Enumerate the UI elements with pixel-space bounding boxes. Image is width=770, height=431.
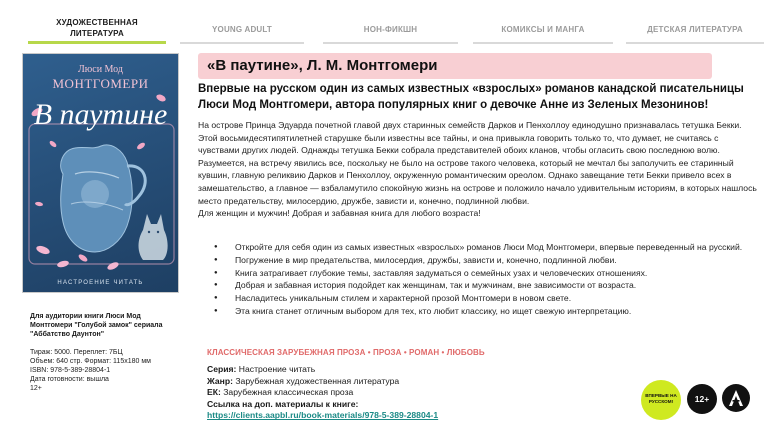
meta-genre [207,376,627,388]
description-paragraph: На острове Принца Эдуарда почетной главой двух старинных семейств Дарков и Пенхоллоу единодушно признавалась тетушка Бекки. Этой восьмидесятипятилетней старушке были известны все тайны, и она привыкла говорить только то, что думает, не считаясь с чувствами других людей. Однажды тетушка Бекки собрала представителей обоих кланов, чтобы огласить свою последнюю волю. Разумеется, на встречу явились все, поскольку не было на острове такого человека, который не мечтал бы заполучить ее старинный кувшин, главную реликвию Дарков и Пенхоллоу, окруженную романтическим ореолом. Однако завещание тети Бекки привело всех в замешательство, а главное — взбаламутило спокойную жизнь на острове и положило начало удивительным историям, в которых нашлось место предательству, милосердию, дружбе, зависти и, конечно, подлинной любви. [198,120,757,206]
cover-author-first: Люси Мод [78,64,123,75]
tab-underline [473,42,613,44]
spec-isbn: ISBN: 978-5-389-28804-1 [30,367,111,374]
audience-note: Для аудитории книги Люси Мод Монтгомери "Голубой замок" сериала "Аббатство Даунтон" [30,313,163,338]
tab-underline [323,42,458,44]
lead-text: Впервые на русском один из самых известных «взрослых» романов канадской писательницы Люси Мод Монтгомери, автора популярных книг о девочке Анне из Зеленых Мезонинов! [198,83,744,111]
book-cover [22,53,179,293]
book-specs [30,348,180,393]
publisher-logo-icon [722,384,750,412]
tab-childrens-label: ДЕТСКАЯ ЛИТЕРАТУРА [647,25,743,34]
publisher-logo-icon-glyph [728,389,744,407]
title-banner [198,53,712,79]
meta-link-label: Ссылка на доп. материалы к книге: [207,398,359,409]
tab-active-indicator [28,41,166,44]
list-item: ● Книга затрагивает глубокие темы, заставляя задуматься о семейных узах и человеческих отношениях. [214,267,762,280]
tab-comics-manga-label: КОМИКСЫ И МАНГА [501,25,585,34]
materials-link[interactable]: https://clients.aapbl.ru/book-materials/978-5-389-28804-1 [207,410,439,421]
list-item: ● Эта книга станет отличным выбором для тех, кто любит классику, но ищет свежую интерпретацию. [214,305,762,318]
age-rating-badge: 12+ [687,384,717,414]
spec-volume-format: Объем: 640 стр. Формат: 115х180 мм [30,358,151,365]
list-item: ● Насладитесь уникальным стилем и характерной прозой Монтгомери в новом свете. [214,292,762,305]
meta-series-value: Настроение читать [238,364,316,374]
book-title: «В паутине», Л. М. Монтгомери [207,57,438,74]
meta-ek-value: Зарубежная классическая проза [223,387,354,398]
tab-comics-manga[interactable] [473,14,613,46]
spec-print-run: Тираж: 5000. Переплет: 7БЦ [30,349,123,356]
list-item: ● Добрая и забавная история подойдет как женщинам, так и мужчинам, вне зависимости от возраста. [214,279,762,292]
first-in-russian-label: ВПЕРВЫЕ НА РУССКОМ! [645,393,677,404]
top-navigation [28,14,764,46]
tab-young-adult[interactable] [180,14,304,46]
first-in-russian-badge [641,380,681,420]
tab-nonfiction[interactable] [323,14,458,46]
description [198,119,761,220]
list-item: ● Откройте для себя один из самых известных «взрослых» романов Люси Мод Монтгомери, впервые переведенный на русский. [214,241,762,254]
tab-childrens[interactable] [626,14,764,46]
meta-ek-label: ЕК: [207,387,221,398]
book-meta [207,364,627,422]
cover-title: В паутине [33,98,168,131]
cover-series: НАСТРОЕНИЕ ЧИТАТЬ [57,280,144,286]
meta-series [207,364,627,376]
description-closing: Для женщин и мужчин! Добрая и забавная книга для любого возраста! [198,208,481,219]
feature-list [214,241,762,318]
tab-young-adult-label: YOUNG ADULT [212,25,272,34]
spec-age: 12+ [30,385,42,392]
tab-underline [180,42,304,44]
list-item: ● Погружение в мир предательства, милосердия, дружбы, зависти и, конечно, подлинной любви. [214,254,762,267]
meta-link-row [207,399,627,411]
tab-fiction[interactable] [28,14,166,46]
tab-fiction-label: ХУДОЖЕСТВЕННАЯ ЛИТЕРАТУРА [56,18,138,38]
spec-readiness: Дата готовности: вышла [30,376,109,383]
genre-tags: КЛАССИЧЕСКАЯ ЗАРУБЕЖНАЯ ПРОЗА • ПРОЗА • РОМАН • ЛЮБОВЬ [207,348,485,357]
meta-genre-value: Зарубежная художественная литература [235,375,400,386]
meta-genre-label: Жанр: [207,375,233,386]
meta-series-label: Серия: [207,364,237,374]
tab-nonfiction-label: НОН-ФИКШН [363,25,418,34]
meta-ek [207,387,627,399]
tab-underline [626,42,764,44]
cover-author-last: МОНТГОМЕРИ [52,76,149,91]
